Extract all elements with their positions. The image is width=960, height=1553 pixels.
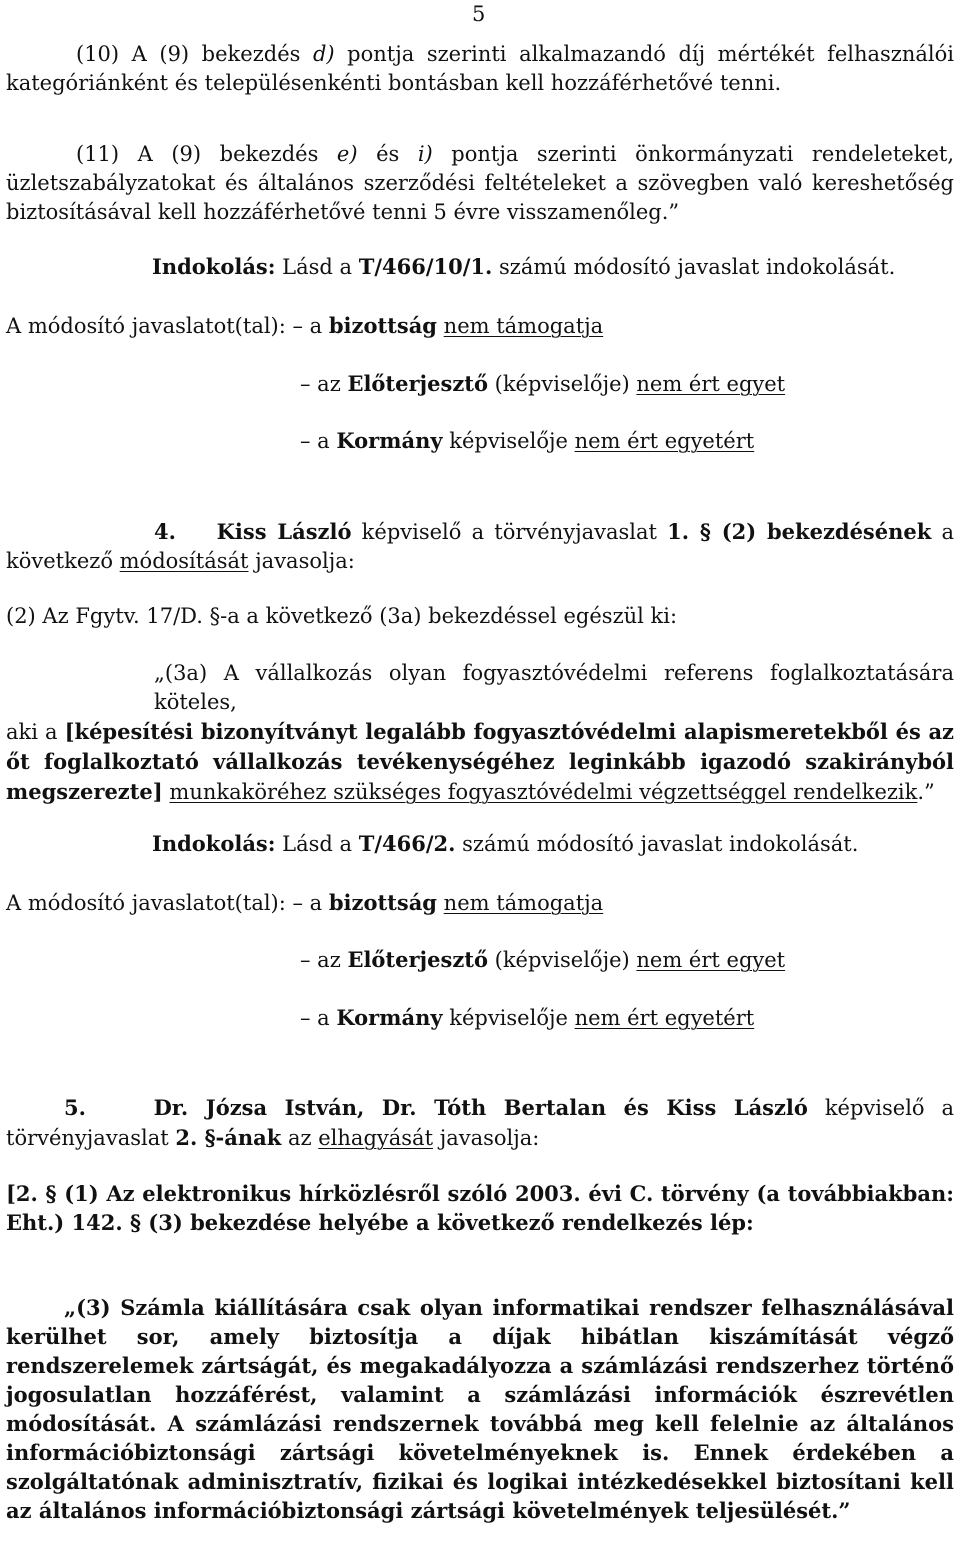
paragraph-10: [6, 40, 954, 98]
p10-text: (10) A (9) bekezdés: [76, 42, 313, 66]
justification-1: [152, 254, 895, 279]
gov-stance: nem ért egyetért: [574, 429, 755, 453]
committee-stance: nem támogatja: [443, 891, 604, 915]
item4-line2-b: javasolja:: [248, 549, 355, 573]
item5-line2-a: törvényjavaslat: [6, 1126, 176, 1150]
item-5-quote: „(3) Számla kiállítására csak olyan informatikai rendszer felhasználásával kerülhet sor, amely biztosítja a díjak hibátlan kiszámítását végző rendszerelemek zártságát, és megakadályozza a számlázási rendszerhez történő jogosulatlan hozzáférést, valamint a számlázási információk észrevétlen módosítását. A számlázási rendszernek továbbá meg kell felelnie az általános információbiztonsági zártsági követelményeknek is. Ennek érdekében a szolgáltatónak adminisztratív, fizikai és logikai intézkedésekkel biztosítani kell az általános információbiztonsági zártsági követelmények teljesülését.”: [6, 1295, 954, 1523]
proposer-prefix: – az: [300, 948, 348, 972]
proposer-stance: nem ért egyet: [636, 948, 786, 972]
item-4-heading: [6, 517, 954, 576]
committee-name: bizottság: [328, 890, 437, 915]
proposer-mid: (képviselője): [487, 372, 637, 396]
stance-proposer-1: [300, 371, 785, 396]
stance-label: A módosító javaslatot(tal): – a: [6, 891, 329, 915]
p11-italic-e: e): [336, 142, 358, 166]
p11-text-c: pontja szerinti önkormányzati rendeleteket, üzletszabályzatokat és általános szerződési feltételeket a szövegben való kereshetőség biztosításával kell hozzáférhetővé tenni 5 évre visszamenőleg.”: [6, 142, 954, 224]
quote-end: .”: [917, 780, 935, 804]
item5-line2-b: az: [281, 1126, 319, 1150]
quote-line1: „(3a) A vállalkozás olyan fogyasztóvédelmi referens foglalkoztatására köteles,: [154, 661, 954, 714]
stance-label: A módosító javaslatot(tal): – a: [6, 314, 329, 338]
justification-text: Lásd a: [275, 255, 359, 279]
representative-name: Kiss László: [216, 519, 352, 544]
stance-committee-1: [6, 313, 603, 338]
item4-modification: módosítását: [119, 549, 249, 573]
gov-mid: képviselője: [442, 429, 575, 453]
p11-text-b: és: [357, 142, 418, 166]
paragraph-11: [6, 140, 954, 227]
p11-italic-i: i): [417, 142, 433, 166]
gov-prefix: – a: [300, 1006, 337, 1030]
item-number: 5.: [64, 1095, 86, 1120]
justification-label: Indokolás:: [152, 831, 276, 856]
justification-label: Indokolás:: [152, 254, 276, 279]
item4-ref: 1. § (2) bekezdésének: [667, 519, 932, 544]
item5-text: képviselő a: [807, 1096, 954, 1120]
quote-text-a: aki a: [6, 720, 65, 744]
justification-ref: T/466/10/1.: [358, 254, 493, 279]
proposer-name: Előterjesztő: [347, 371, 488, 396]
committee-name: bizottság: [328, 313, 437, 338]
p10-line2: kategóriánként és településenkénti bontásban kell hozzáférhetővé tenni.: [6, 71, 782, 95]
gov-name: Kormány: [336, 428, 443, 453]
stance-government-1: [300, 428, 754, 453]
item-4-quote: [6, 659, 954, 807]
proposer-prefix: – az: [300, 372, 348, 396]
gov-prefix: – a: [300, 429, 337, 453]
quote-deleted: [képesítési bizonyítványt legalább fogyasztóvédelmi alapismeretekből és az őt foglalkoztató vállalkozás tevékenységéhez leginkább igazodó szakirányból megszerezte]: [6, 719, 954, 804]
proposer-name: Előterjesztő: [347, 947, 488, 972]
proposer-mid: (képviselője): [487, 948, 637, 972]
item5-line2-c: javasolja:: [433, 1126, 540, 1150]
item4-text: képviselő a törvényjavaslat: [351, 520, 668, 544]
item-4-paragraph-2: (2) Az Fgytv. 17/D. §-a a következő (3a) bekezdéssel egészül ki:: [6, 604, 678, 628]
justification-ref: T/466/2.: [358, 831, 456, 856]
justification-2: [152, 831, 858, 856]
item5-deletion: elhagyását: [318, 1126, 434, 1150]
committee-stance: nem támogatja: [443, 314, 604, 338]
representative-names: Dr. Józsa István, Dr. Tóth Bertalan és Kiss László: [153, 1095, 808, 1120]
justification-tail: számú módosító javaslat indokolását.: [455, 832, 859, 856]
gov-mid: képviselője: [442, 1006, 575, 1030]
stance-committee-2: [6, 890, 603, 915]
justification-tail: számú módosító javaslat indokolását.: [492, 255, 896, 279]
quote-inserted: munkaköréhez szükséges fogyasztóvédelmi végzettséggel rendelkezik: [169, 780, 918, 804]
stance-proposer-2: [300, 947, 785, 972]
gov-name: Kormány: [336, 1005, 443, 1030]
item5-ref: 2. §-ának: [175, 1125, 282, 1150]
page-number: 5: [472, 2, 486, 26]
p10-text-b: pontja szerinti alkalmazandó díj mértékét felhasználói: [334, 42, 954, 66]
item4-line2-a: következő: [6, 549, 120, 573]
item-5-heading: [6, 1093, 954, 1153]
stance-government-2: [300, 1005, 754, 1030]
p11-text-a: (11) A (9) bekezdés: [76, 142, 337, 166]
item-number: 4.: [154, 519, 176, 544]
gov-stance: nem ért egyetért: [574, 1006, 755, 1030]
item-5-bracket: [2. § (1) Az elektronikus hírközlésről szóló 2003. évi C. törvény (a továbbiakban: Eht.) 142. § (3) bekezdése helyébe a következő rendelkezés lép:: [6, 1181, 954, 1235]
item4-text-end: a: [931, 520, 954, 544]
justification-text: Lásd a: [275, 832, 359, 856]
proposer-stance: nem ért egyet: [636, 372, 786, 396]
p10-italic: d): [312, 42, 335, 66]
